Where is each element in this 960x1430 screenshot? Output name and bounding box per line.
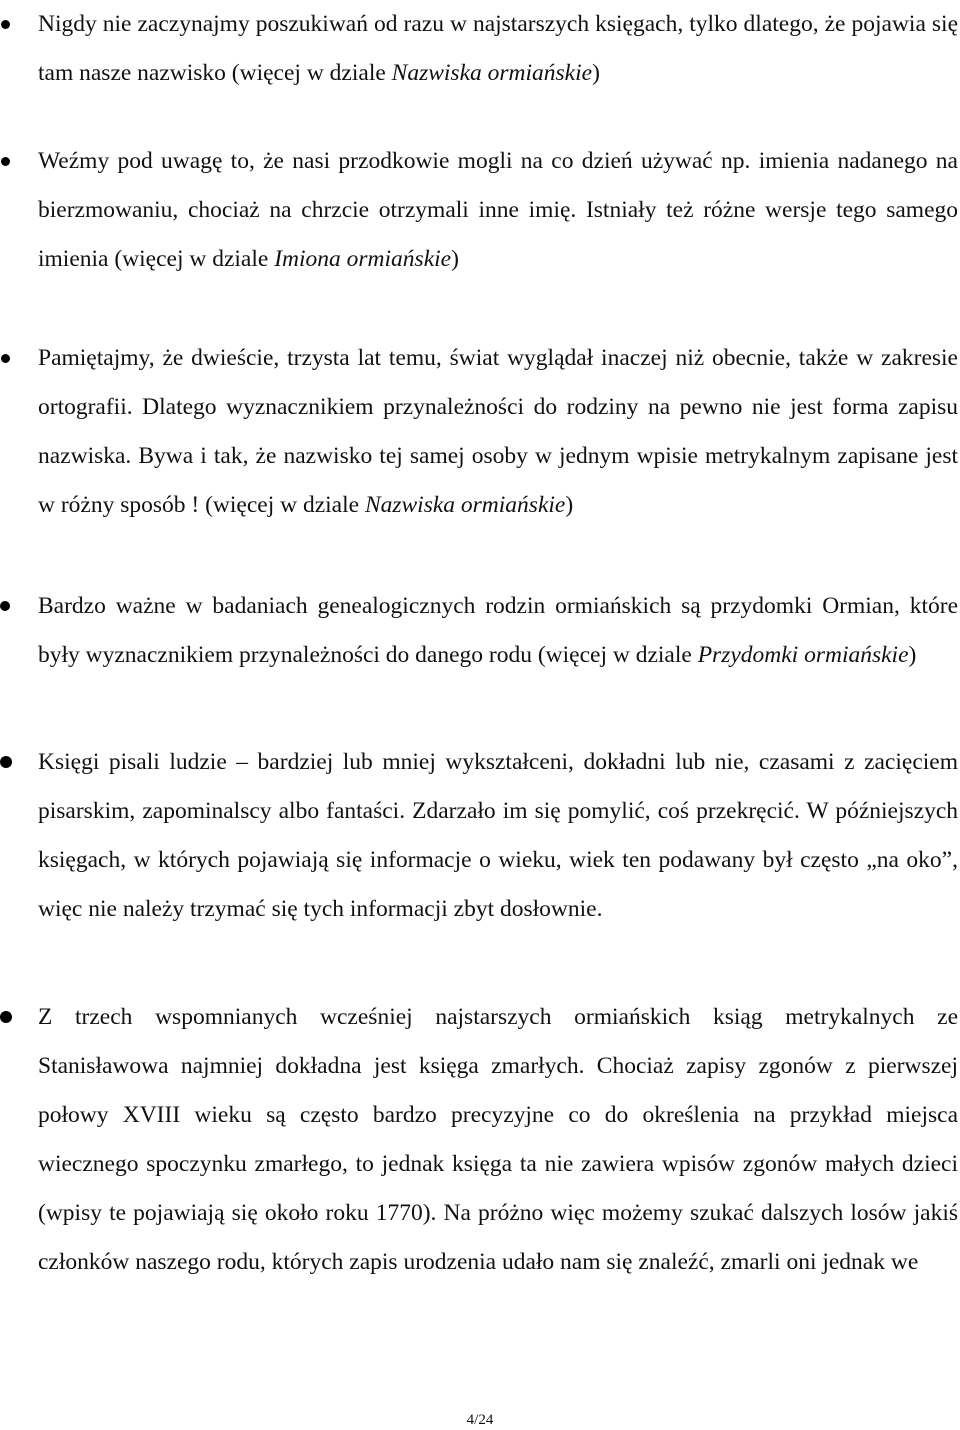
list-item [38,582,958,680]
bullet-icon [0,756,12,768]
item-text [38,749,958,922]
list-item [38,993,958,1287]
item-text [38,593,958,668]
list-item [38,334,958,530]
list-item [38,738,958,934]
text-run: Księgi pisali ludzie – bardziej lub mniej wykształceni, dokładni lub nie, czasami z zacięciem pisarskim, zapominalscy albo fantaści. Zdarzało im się pomylić, coś przekręcić. W późniejszych księgach, w których pojawiają się informacje o wieku, wiek ten podawany był często „na oko”, więc nie należy trzymać się tych informacji zbyt dosłownie. [38,749,958,922]
list-item [38,137,958,284]
page-number: 4/24 [466,1412,494,1428]
bullet-icon [0,1011,12,1023]
text-run: ) [451,246,459,272]
item-text [38,148,958,272]
text-run: Pamiętajmy, że dwieście, trzysta lat temu, świat wyglądał inaczej niż obecnie, także w zakresie ortografii. Dlatego wyznacznikiem przynależności do rodziny na pewno nie jest forma zapisu nazwiska. Bywa i tak, że nazwisko tej samej osoby w jednym wpisie metrykalnym zapisane jest w różny sposób ! (więcej w dziale [38,345,958,518]
text-run: Weźmy pod uwagę to, że nasi przodkowie mogli na co dzień używać np. imienia nadanego na bierzmowaniu, chociaż na chrzcie otrzymali inne imię. Istniały też różne wersje tego samego imienia (więcej w dziale [38,148,958,272]
section-reference: Nazwiska ormiańskie [364,492,566,518]
text-run: Nigdy nie zaczynajmy poszukiwań od razu w najstarszych księgach, tylko dlatego, że pojawia się tam nasze nazwisko (więcej w dziale [38,11,958,86]
section-reference: Nazwiska ormiańskie [391,60,593,86]
list-item [38,0,958,98]
item-text [38,11,958,86]
item-text [38,1004,958,1275]
text-run: ) [592,60,600,86]
section-reference: Przydomki ormiańskie [697,642,909,668]
bullet-icon [1,157,10,166]
text-run: Z trzech wspomnianych wcześniej najstarszych ormiańskich ksiąg metrykalnych ze Stanisławowa najmniej dokładna jest księga zmarłych. Chociaż zapisy zgonów z pierwszej połowy XVIII wieku są często bardzo precyzyjne co do określenia na przykład miejsca wiecznego spoczynku zmarłego, to jednak księga ta nie zawiera wpisów zgonów małych dzieci (wpisy te pojawiają się około roku 1770). Na próżno więc możemy szukać dalszych losów jakiś członków naszego rodu, których zapis urodzenia udało nam się znaleźć, zmarli oni jednak we [38,1004,958,1275]
bullet-icon [0,601,10,611]
text-run: ) [565,492,574,518]
bullet-icon [1,354,10,363]
bullet-icon [1,20,10,29]
text-run: ) [908,642,917,668]
text-run: Bardzo ważne w badaniach genealogicznych rodzin ormiańskich są przydomki Ormian, które były wyznacznikiem przynależności do danego rodu (więcej w dziale [38,593,958,668]
section-reference: Imiona ormiańskie [274,246,452,272]
item-text [38,345,958,518]
